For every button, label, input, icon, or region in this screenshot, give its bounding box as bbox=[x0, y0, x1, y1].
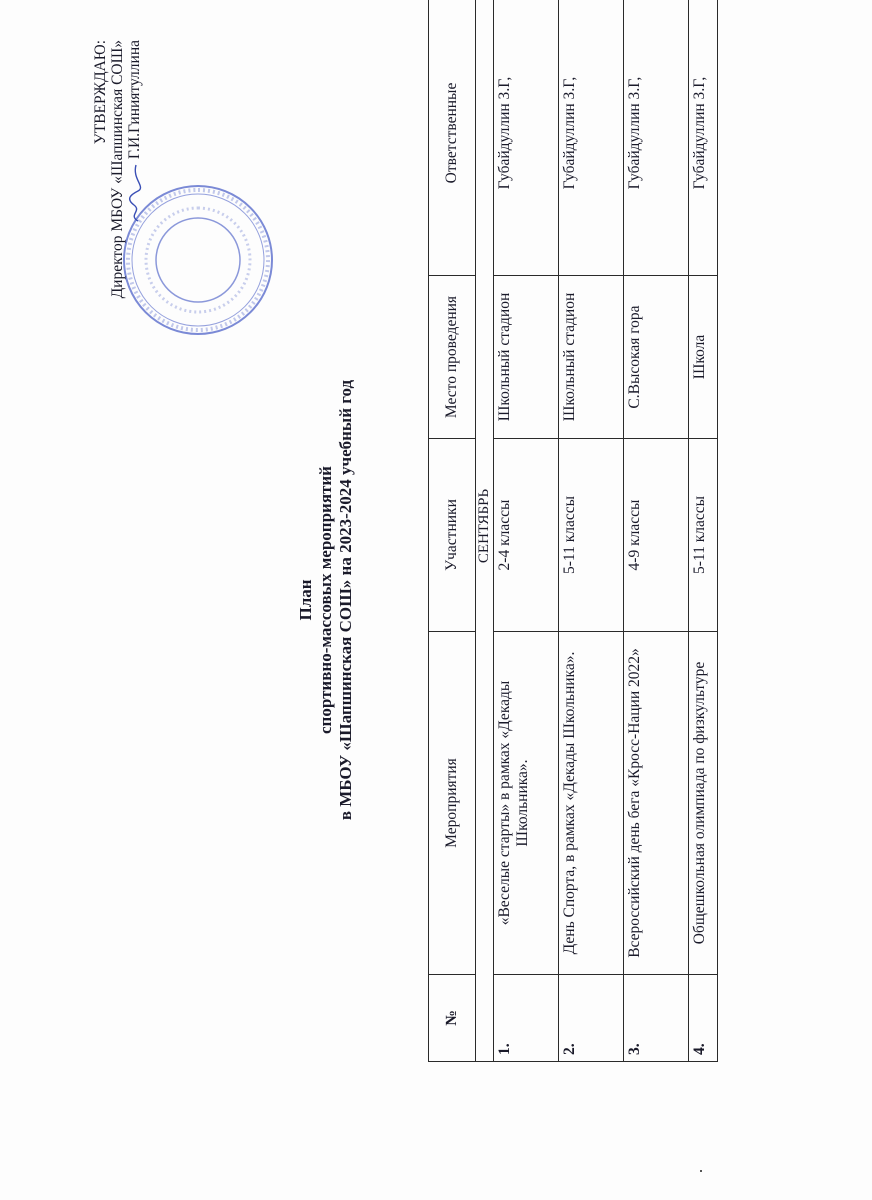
row-num: 2. bbox=[559, 975, 624, 1062]
director-name: Г.И.Гиниятуллина bbox=[126, 40, 143, 160]
row-place: Школьный стадион bbox=[559, 276, 624, 439]
row-place: Школа bbox=[689, 276, 718, 439]
row-participants: 5-11 классы bbox=[559, 439, 624, 632]
row-num: 4. bbox=[689, 975, 718, 1062]
row-num: 3. bbox=[624, 975, 689, 1062]
row-participants: 2-4 классы bbox=[494, 439, 559, 632]
approval-position: Директор МБОУ «Шапшинская СОШ» bbox=[109, 40, 126, 299]
approval-heading: УТВЕРЖДАЮ: bbox=[92, 40, 109, 145]
row-responsible: Губайдуллин З.Г, bbox=[689, 0, 718, 276]
row-responsible: Губайдуллин З.Г, bbox=[624, 0, 689, 276]
events-table bbox=[428, 0, 718, 1062]
row-event: «Веселые старты» в рамках «Декады Школьника». bbox=[494, 632, 559, 975]
header-event: Мероприятия bbox=[429, 632, 476, 975]
table-row bbox=[559, 0, 624, 1062]
row-event: Всероссийский день бега «Кросс-Нации 2022» bbox=[624, 632, 689, 975]
handwritten-signature bbox=[126, 163, 144, 223]
table-row bbox=[689, 0, 718, 1062]
page-title bbox=[296, 0, 356, 1200]
title-line-2: спортивно-массовых мероприятий bbox=[316, 466, 335, 734]
row-place: Школьный стадион bbox=[494, 276, 559, 439]
month-row bbox=[476, 0, 494, 1062]
row-responsible: Губайдуллин З.Г, bbox=[494, 0, 559, 276]
approval-block bbox=[92, 40, 144, 320]
row-participants: 4-9 классы bbox=[624, 439, 689, 632]
header-num: № bbox=[429, 975, 476, 1062]
month-label: СЕНТЯБРЬ bbox=[476, 0, 494, 1062]
table-row bbox=[624, 0, 689, 1062]
table-header-row bbox=[429, 0, 476, 1062]
row-place: С.Высокая гора bbox=[624, 276, 689, 439]
row-event: Общешкольная олимпиада по физкультуре bbox=[689, 632, 718, 975]
row-responsible: Губайдуллин З.Г, bbox=[559, 0, 624, 276]
row-participants: 5-11 классы bbox=[689, 439, 718, 632]
row-event: День Спорта, в рамках «Декады Школьника». bbox=[559, 632, 624, 975]
title-line-3: в МБОУ «Шапшинская СОШ» на 2023-2024 учебный год bbox=[336, 379, 355, 821]
header-place: Место проведения bbox=[429, 276, 476, 439]
scan-speck bbox=[700, 1170, 702, 1172]
table-row bbox=[494, 0, 559, 1062]
row-num: 1. bbox=[494, 975, 559, 1062]
header-participants: Участники bbox=[429, 439, 476, 632]
approval-signature-line bbox=[126, 40, 144, 320]
title-line-1: План bbox=[296, 579, 315, 621]
header-responsible: Ответственные bbox=[429, 0, 476, 276]
